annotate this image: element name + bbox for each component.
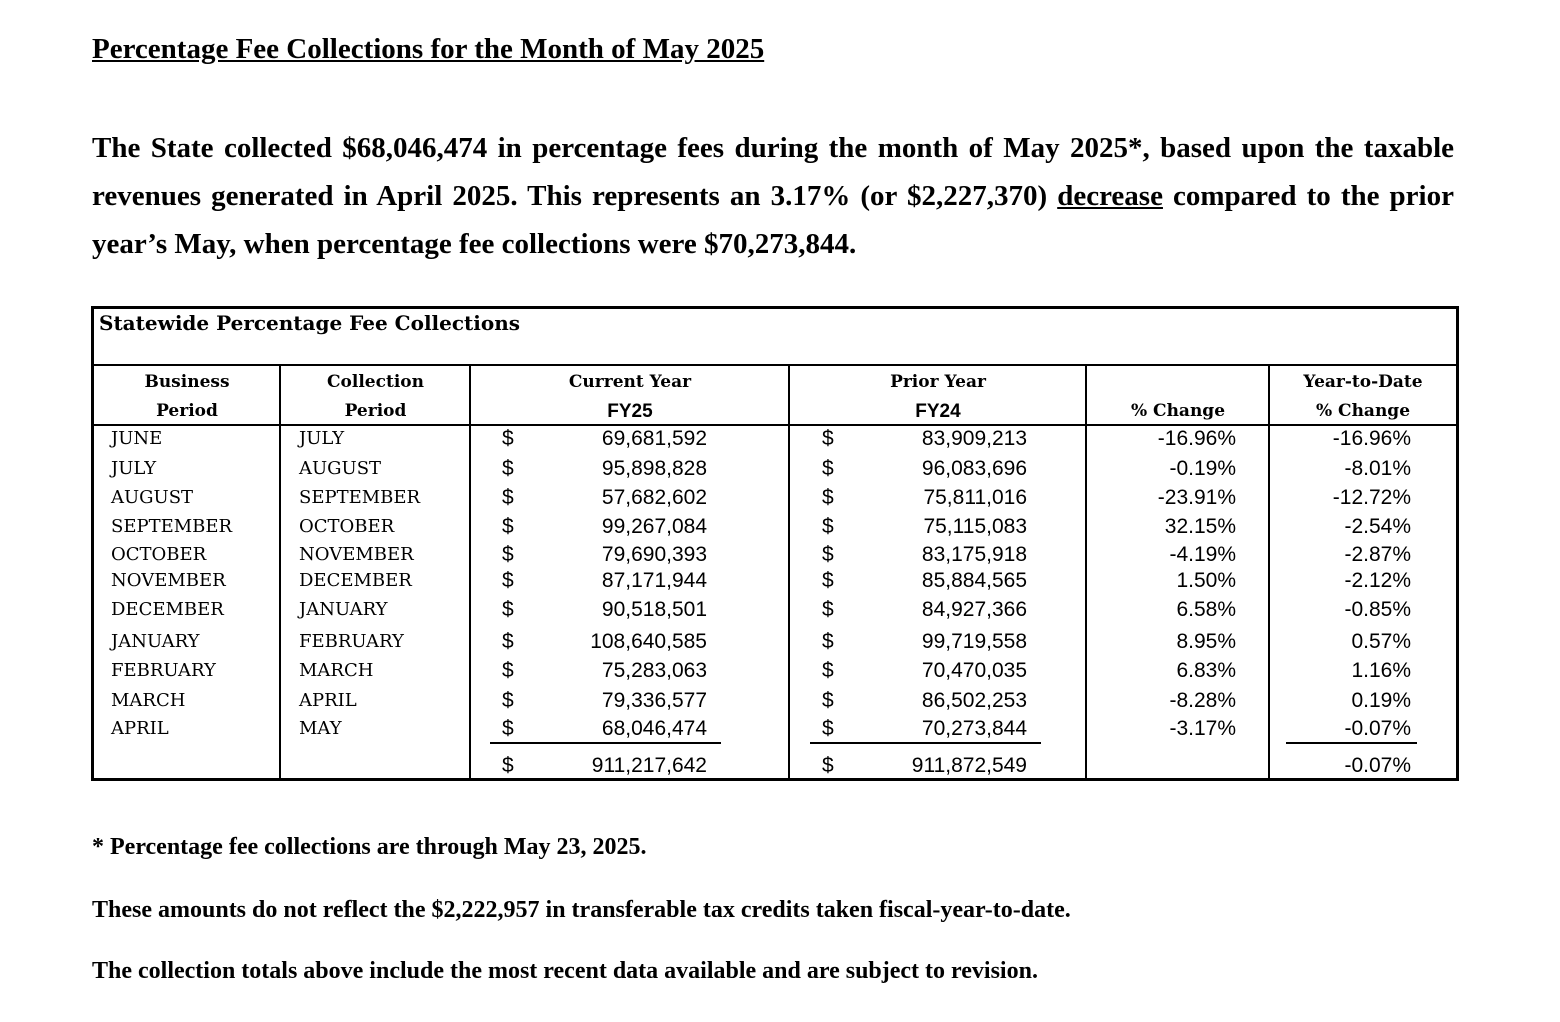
collection-period-cell: APRIL [299,690,357,711]
footnote-asterisk: * Percentage fee collections are through May 23, 2025. [92,834,647,860]
percent-change-cell: 32.15% [1164,515,1236,538]
collection-period-cell: NOVEMBER [299,544,414,565]
currency-sign: $ [502,569,514,592]
summary-underlined-word: decrease [1057,180,1163,212]
currency-sign: $ [502,598,514,621]
currency-sign: $ [822,717,834,740]
currency-sign: $ [822,543,834,566]
note-revision: The collection totals above include the most recent data available and are subject to revision. [92,958,1038,984]
current-year-cell: 99,267,084 [601,515,707,538]
header-ytd-change: Year-to-Date % Change [1303,372,1423,421]
business-period-cell: AUGUST [111,487,194,508]
currency-sign: $ [502,717,514,740]
table-row [94,596,1456,624]
header-prior-year: Prior Year FY24 [890,372,986,422]
currency-sign: $ [502,486,514,509]
business-period-cell: SEPTEMBER [111,516,233,537]
ytd-change-cell: 0.57% [1351,630,1411,653]
ytd-change-cell: -8.01% [1344,457,1411,480]
business-period-cell: OCTOBER [111,544,207,565]
prior-year-cell: 85,884,565 [921,569,1027,592]
prior-year-cell: 75,811,016 [923,486,1027,509]
ytd-change-cell: -2.12% [1344,569,1411,592]
prior-year-cell: 83,909,213 [921,427,1027,450]
percent-change-cell: -23.91% [1157,486,1236,509]
percent-change-cell: -0.19% [1169,457,1236,480]
totals-row [94,752,1456,780]
percent-change-cell: 1.50% [1176,569,1236,592]
currency-sign: $ [502,754,514,777]
table-row [94,513,1456,541]
table-row [94,541,1456,569]
prior-year-cell: 86,502,253 [921,689,1027,712]
ytd-change-cell: 1.16% [1351,659,1411,682]
prior-year-cell: 84,927,366 [921,598,1027,621]
currency-sign: $ [502,630,514,653]
collection-period-cell: AUGUST [299,458,382,479]
currency-sign: $ [822,515,834,538]
prior-year-cell: 75,115,083 [923,515,1027,538]
collection-period-cell: JANUARY [299,599,388,620]
prior-year-cell: 83,175,918 [921,543,1027,566]
current-year-cell: 87,171,944 [601,569,707,592]
currency-sign: $ [822,569,834,592]
currency-sign: $ [502,543,514,566]
table-row [94,657,1456,685]
table-row [94,425,1456,453]
business-period-cell: JULY [111,458,157,479]
current-year-cell: 108,640,585 [590,630,707,653]
table-row [94,628,1456,656]
summary-paragraph [92,124,1454,268]
current-year-cell: 79,336,577 [601,689,707,712]
prior-year-cell: 96,083,696 [921,457,1027,480]
business-period-cell: JUNE [111,428,163,449]
summary-text-1: The State collected $68,046,474 in percentage fees during the month of May 2025*, based upon the taxable revenues generated in April 2025. This represents an 3.17% (or $2,227,370) [92,132,1454,212]
page-title: Percentage Fee Collections for the Month of May 2025 [92,33,765,65]
ytd-change-cell: -0.85% [1344,598,1411,621]
currency-sign: $ [822,689,834,712]
total-current-year: 911,217,642 [591,754,707,777]
prior-year-cell: 99,719,558 [921,630,1027,653]
collection-period-cell: OCTOBER [299,516,395,537]
current-year-cell: 95,898,828 [601,457,707,480]
header-collection-period: Collection Period [327,372,424,421]
currency-sign: $ [822,630,834,653]
current-year-cell: 79,690,393 [601,543,707,566]
ytd-change-cell: -16.96% [1332,427,1411,450]
prior-year-cell: 70,273,844 [921,717,1027,740]
currency-sign: $ [502,457,514,480]
business-period-cell: JANUARY [111,631,200,652]
collection-period-cell: JULY [299,428,345,449]
business-period-cell: APRIL [111,718,169,739]
table-row [94,455,1456,483]
subtotal-rule-ytd [1286,742,1417,744]
percent-change-cell: 6.58% [1176,598,1236,621]
ytd-change-cell: -12.72% [1332,486,1411,509]
percent-change-cell: -16.96% [1157,427,1236,450]
subtotal-rule-prior [810,742,1041,744]
percent-change-cell: -8.28% [1169,689,1236,712]
collection-period-cell: SEPTEMBER [299,487,421,508]
ytd-change-cell: -0.07% [1344,717,1411,740]
currency-sign: $ [822,659,834,682]
prior-year-cell: 70,470,035 [921,659,1027,682]
table-title-divider [91,364,1459,366]
currency-sign: $ [502,515,514,538]
percent-change-cell: -4.19% [1169,543,1236,566]
current-year-cell: 75,283,063 [601,659,707,682]
business-period-cell: DECEMBER [111,599,224,620]
header-percent-change: % Change [1130,401,1226,421]
total-ytd-change: -0.07% [1344,754,1411,777]
currency-sign: $ [822,598,834,621]
business-period-cell: NOVEMBER [111,570,226,591]
table-row [94,715,1456,743]
header-business-period: Business Period [144,372,230,421]
currency-sign: $ [502,659,514,682]
percent-change-cell: -3.17% [1169,717,1236,740]
collection-period-cell: FEBRUARY [299,631,404,652]
ytd-change-cell: -2.87% [1344,543,1411,566]
total-prior-year: 911,872,549 [911,754,1027,777]
currency-sign: $ [822,457,834,480]
table-row [94,484,1456,512]
collection-period-cell: DECEMBER [299,570,412,591]
current-year-cell: 90,518,501 [601,598,707,621]
percent-change-cell: 6.83% [1176,659,1236,682]
collection-period-cell: MARCH [299,660,374,681]
summary-text-2: compared to the prior year’s May, when percentage fee collections were $70,273,844. [92,180,1454,260]
collection-period-cell: MAY [299,718,342,739]
currency-sign: $ [822,486,834,509]
ytd-change-cell: -2.54% [1344,515,1411,538]
current-year-cell: 57,682,602 [601,486,707,509]
percent-change-cell: 8.95% [1176,630,1236,653]
subtotal-rule-current [490,742,721,744]
table-row [94,567,1456,595]
table-title: Statewide Percentage Fee Collections [99,311,521,335]
business-period-cell: FEBRUARY [111,660,216,681]
current-year-cell: 68,046,474 [601,717,707,740]
business-period-cell: MARCH [111,690,186,711]
ytd-change-cell: 0.19% [1351,689,1411,712]
currency-sign: $ [502,427,514,450]
table-row [94,687,1456,715]
note-tax-credits: These amounts do not reflect the $2,222,957 in transferable tax credits taken fiscal-year-to-date. [92,897,1071,923]
currency-sign: $ [822,754,834,777]
header-current-year: Current Year FY25 [568,372,692,422]
current-year-cell: 69,681,592 [601,427,707,450]
currency-sign: $ [502,689,514,712]
currency-sign: $ [822,427,834,450]
